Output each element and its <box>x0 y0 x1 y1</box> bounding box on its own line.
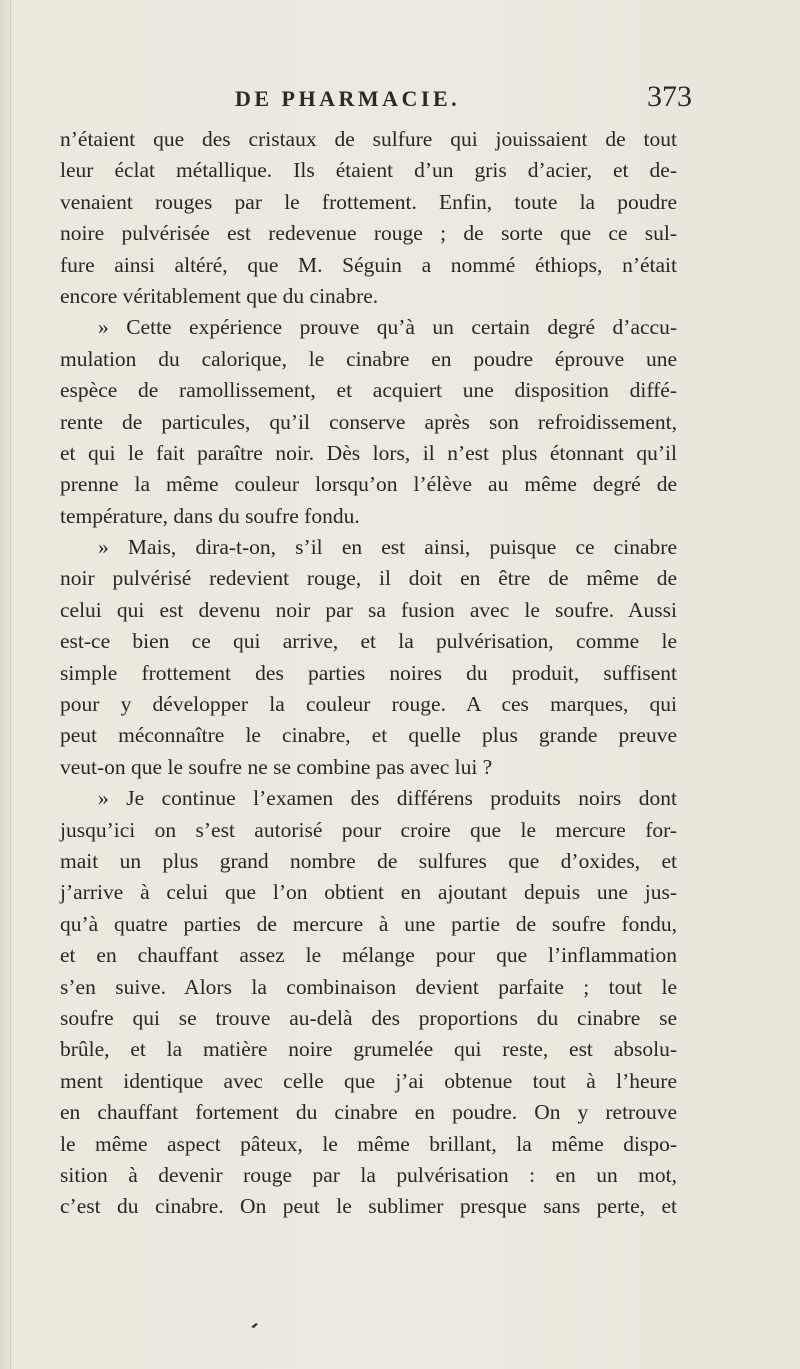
text-line: encore véritablement que du cinabre. <box>60 283 379 308</box>
text-line: rente de particules, qu’il conserve après son refroidissement, <box>60 409 677 434</box>
text-line: c’est du cinabre. On peut le sublimer presque sans perte, et <box>60 1194 677 1219</box>
page-edge <box>10 0 11 1369</box>
text-line: prenne la même couleur lorsqu’on l’élève au même degré de <box>60 472 677 497</box>
paragraph-start: » Mais, dira-t-on, s’il en est ainsi, puisque ce cinabre <box>98 535 677 560</box>
text-line: soufre qui se trouve au-delà des proportions du cinabre se <box>60 1005 677 1030</box>
text-line: ment identique avec celle que j’ai obtenue tout à l’heure <box>60 1068 677 1093</box>
ink-mark-icon <box>250 1318 260 1334</box>
text-line: mait un plus grand nombre de sulfures que d’oxides, et <box>60 848 677 873</box>
text-line: brûle, et la matière noire grumelée qui reste, est absolu- <box>60 1037 677 1062</box>
text-line: simple frottement des parties noires du produit, suffisent <box>60 660 677 685</box>
text-line: et en chauffant assez le mélange pour que l’inflammation <box>60 943 677 968</box>
text-line: température, dans du soufre fondu. <box>60 503 360 528</box>
text-line: s’en suive. Alors la combinaison devient parfaite ; tout le <box>60 974 677 999</box>
paragraph-start: » Cette expérience prouve qu’à un certain degré d’accu- <box>98 315 677 340</box>
page-header <box>60 80 692 118</box>
text-line: j’arrive à celui que l’on obtient en ajoutant depuis une jus- <box>60 880 677 905</box>
text-line: jusqu’ici on s’est autorisé pour croire que le mercure for- <box>60 817 677 842</box>
text-line: sition à devenir rouge par la pulvérisation : en un mot, <box>60 1162 677 1187</box>
body-text <box>60 124 677 1223</box>
page-number: 373 <box>647 80 692 113</box>
text-line: veut-on que le soufre ne se combine pas avec lui ? <box>60 754 493 779</box>
text-line: en chauffant fortement du cinabre en poudre. On y retrouve <box>60 1100 677 1125</box>
text-line: noire pulvérisée est redevenue rouge ; de sorte que ce sul- <box>60 221 677 246</box>
text-line: fure ainsi altéré, que M. Séguin a nommé éthiops, n’était <box>60 252 677 277</box>
text-line: peut méconnaître le cinabre, et quelle plus grande preuve <box>60 723 677 748</box>
text-line: n’étaient que des cristaux de sulfure qui jouissaient de tout <box>60 127 677 151</box>
text-line: et qui le fait paraître noir. Dès lors, il n’est plus étonnant qu’il <box>60 440 677 465</box>
text-line: leur éclat métallique. Ils étaient d’un gris d’acier, et de- <box>60 158 677 183</box>
text-line: celui qui est devenu noir par sa fusion avec le soufre. Aussi <box>60 597 677 622</box>
text-line: venaient rouges par le frottement. Enfin, toute la poudre <box>60 189 677 214</box>
text-line: mulation du calorique, le cinabre en poudre éprouve une <box>60 346 677 371</box>
text-line: qu’à quatre parties de mercure à une partie de soufre fondu, <box>60 911 677 936</box>
running-head: DE PHARMACIE. <box>235 86 461 111</box>
text-line: noir pulvérisé redevient rouge, il doit en être de même de <box>60 566 677 591</box>
text-line: le même aspect pâteux, le même brillant, la même dispo- <box>60 1131 677 1156</box>
text-line: espèce de ramollissement, et acquiert une disposition diffé- <box>60 378 677 403</box>
text-line: est-ce bien ce qui arrive, et la pulvérisation, comme le <box>60 629 677 654</box>
paragraph-start: » Je continue l’examen des différens produits noirs dont <box>98 786 677 811</box>
text-line: pour y développer la couleur rouge. A ces marques, qui <box>60 692 677 717</box>
